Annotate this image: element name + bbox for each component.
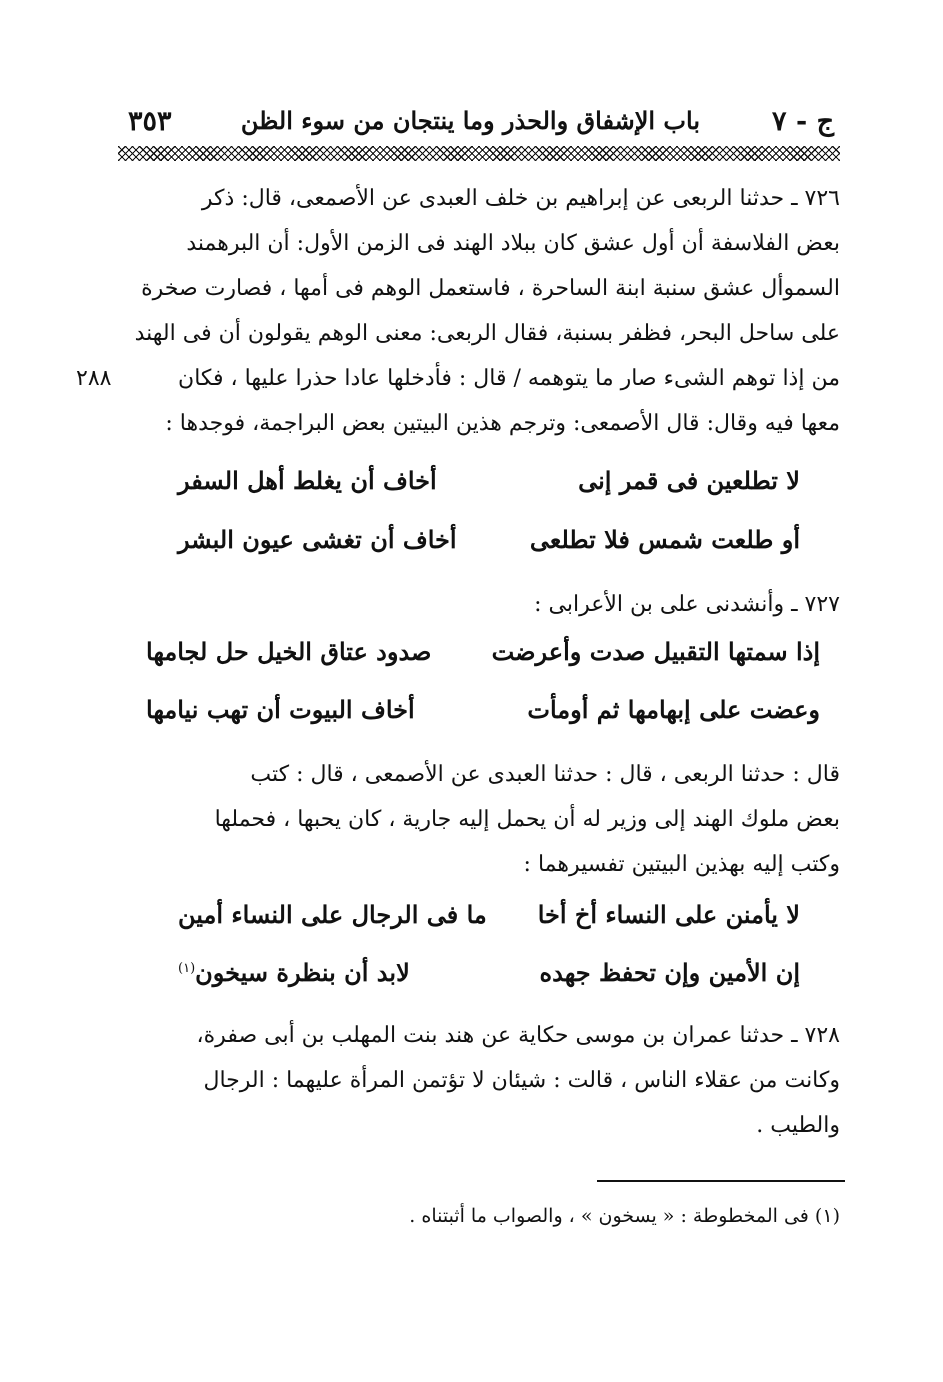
- margin-page-reference: ٢٨٨: [76, 366, 112, 391]
- text-line: ٧٢٦ ـ حدثنا الربعى عن إبراهيم بن خلف العبدى عن الأصمعى، قال: ذكر: [201, 186, 840, 211]
- verse-line: [118, 958, 840, 1006]
- paragraph-story: [118, 752, 840, 887]
- paragraph-726: [76, 176, 840, 446]
- page-number: ٣٥٣: [128, 106, 172, 137]
- verse-first-hemistich: إن الأمين وإن تحفظ جهده: [539, 958, 800, 987]
- verse-first-hemistich: إذا سمتها التقبيل صدت وأعرضت: [491, 637, 820, 666]
- text-line: [76, 356, 840, 401]
- verse-line: [118, 637, 840, 685]
- text-line: بعض ملوك الهند إلى وزير له أن يحمل إليه جارية ، كان يحبها ، فحملها: [214, 807, 840, 832]
- header-ornament-rule: [118, 146, 840, 161]
- verse-first-hemistich: لا تطلعين فى قمر إنى: [578, 466, 800, 495]
- text-line: وكانت من عقلاء الناس ، قالت : شيئان لا تؤتمن المرأة عليهما : الرجال: [203, 1068, 840, 1093]
- verse-second-hemistich: أخاف أن تغشى عيون البشر: [178, 525, 457, 554]
- verse-line: [118, 900, 840, 948]
- paragraph-728: [118, 1013, 840, 1148]
- verse-line: [118, 466, 840, 514]
- verse-first-hemistich: وعضت على إبهامها ثم أومأت: [527, 695, 820, 724]
- text-line: بعض الفلاسفة أن أول عشق كان ببلاد الهند فى الزمن الأول: أن البرهمند: [186, 231, 840, 256]
- text-line: معها فيه وقال: قال الأصمعى: وترجم هذين البيتين بعض البراجمة، فوجدها :: [165, 411, 840, 436]
- verse-second-hemistich: ما فى الرجال على النساء أمين: [178, 900, 487, 929]
- text-line: قال : حدثنا الربعى ، قال : حدثنا العبدى عن الأصمعى ، قال : كتب: [250, 762, 840, 787]
- running-header: [118, 106, 840, 146]
- text-line: والطيب .: [756, 1113, 840, 1138]
- footnote-divider: [597, 1180, 845, 1182]
- paragraph-727: [118, 582, 840, 627]
- chapter-title: باب الإشفاق والحذر وما ينتجان من سوء الظن: [240, 106, 700, 135]
- volume-label: ج - ٧: [772, 106, 834, 137]
- footnote-marker: (١): [178, 961, 196, 976]
- text-line: على ساحل البحر، فظفر بسنبة، فقال الربعى: معنى الوهم يقولون أن فى الهند: [134, 321, 840, 346]
- verse-line: [118, 695, 840, 743]
- text-line: وكتب إليه بهذين البيتين تفسيرهما :: [523, 852, 840, 877]
- text-line: ٧٢٧ ـ وأنشدنى على بن الأعرابى :: [534, 592, 840, 617]
- text-line: ٧٢٨ ـ حدثنا عمران بن موسى حكاية عن هند بنت المهلب بن أبى صفرة،: [196, 1023, 840, 1048]
- verse-first-hemistich: لا يأمنن على النساء أخ أخا: [537, 900, 800, 929]
- verse-second-hemistich: [178, 958, 410, 987]
- hemistich-text: لابد أن بنظرة سيخون: [195, 958, 410, 987]
- verse-line: [118, 525, 840, 573]
- verse-second-hemistich: أخاف البيوت أن تهب نيامها: [146, 695, 415, 724]
- footnote: (١) فى المخطوطة : « يسخون » ، والصواب ما أثبتناه .: [409, 1205, 840, 1227]
- verse-first-hemistich: أو طلعت شمس فلا تطلعى: [529, 525, 800, 554]
- text-line: السموأل عشق سنبة ابنة الساحرة ، فاستعمل الوهم فى أمها ، فصارت صخرة: [141, 276, 840, 301]
- verse-second-hemistich: صدود عتاق الخيل حل لجامها: [146, 637, 432, 666]
- verse-second-hemistich: أخاف أن يغلط أهل السفر: [178, 466, 437, 495]
- text-line-content: من إذا توهم الشىء صار ما يتوهمه / قال : فأدخلها عادا حذرا عليها ، فكان: [178, 366, 840, 391]
